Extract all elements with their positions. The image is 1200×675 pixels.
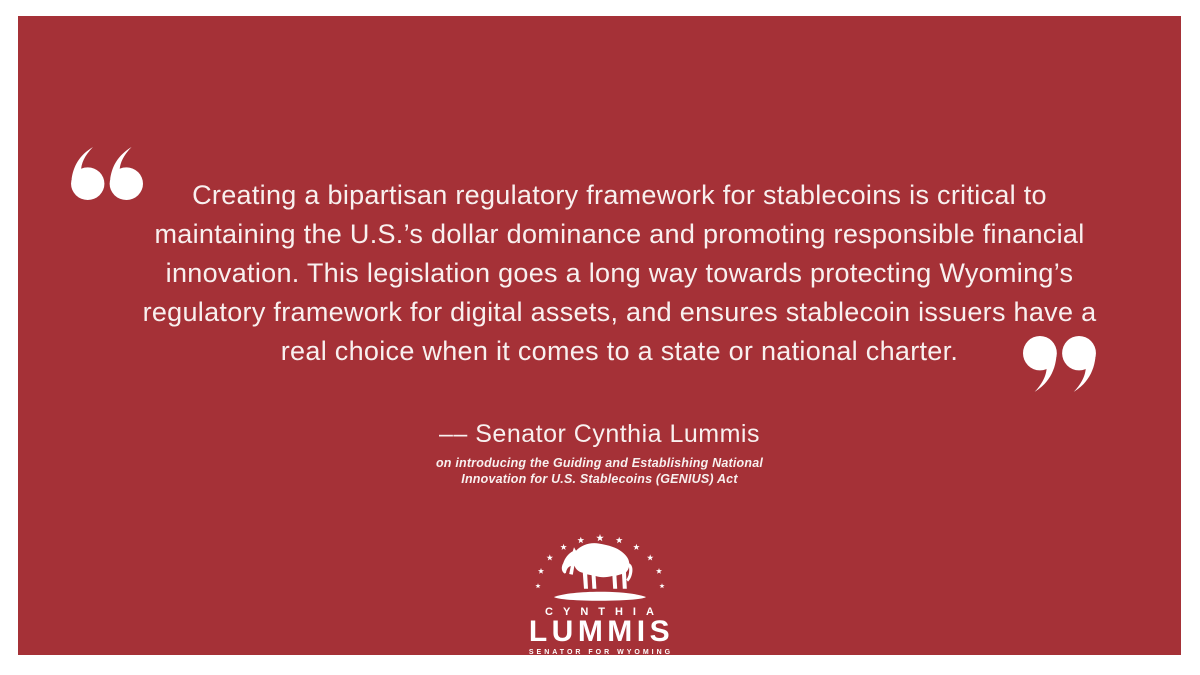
attribution-context xyxy=(18,456,1181,487)
quote-line: maintaining the U.S.’s dollar dominance and promoting responsible financial xyxy=(154,219,1085,249)
quote-text xyxy=(38,176,1200,371)
bison-icon xyxy=(561,543,632,589)
attribution-context-line: on introducing the Guiding and Establishing National xyxy=(435,456,764,470)
quote-line: regulatory framework for digital assets, and ensures stablecoin issuers have a xyxy=(142,297,1097,327)
quote-line: Creating a bipartisan regulatory framework for stablecoins is critical to xyxy=(192,180,1047,210)
quote-card xyxy=(18,16,1181,655)
ground-icon xyxy=(554,592,646,601)
logo-tagline: SENATOR FOR WYOMING xyxy=(528,649,674,656)
logo-emblem xyxy=(520,522,680,604)
attribution-name: –– Senator Cynthia Lummis xyxy=(439,420,760,448)
lummis-logo xyxy=(18,522,1181,656)
quote-line: real choice when it comes to a state or national charter. xyxy=(280,336,959,366)
logo-last-name: LUMMIS xyxy=(528,615,675,648)
logo-first-name: CYNTHIA xyxy=(545,606,664,618)
attribution-context-line: Innovation for U.S. Stablecoins (GENIUS) Act xyxy=(461,471,738,486)
quote-line: innovation. This legislation goes a long way towards protecting Wyoming’s xyxy=(165,258,1074,288)
